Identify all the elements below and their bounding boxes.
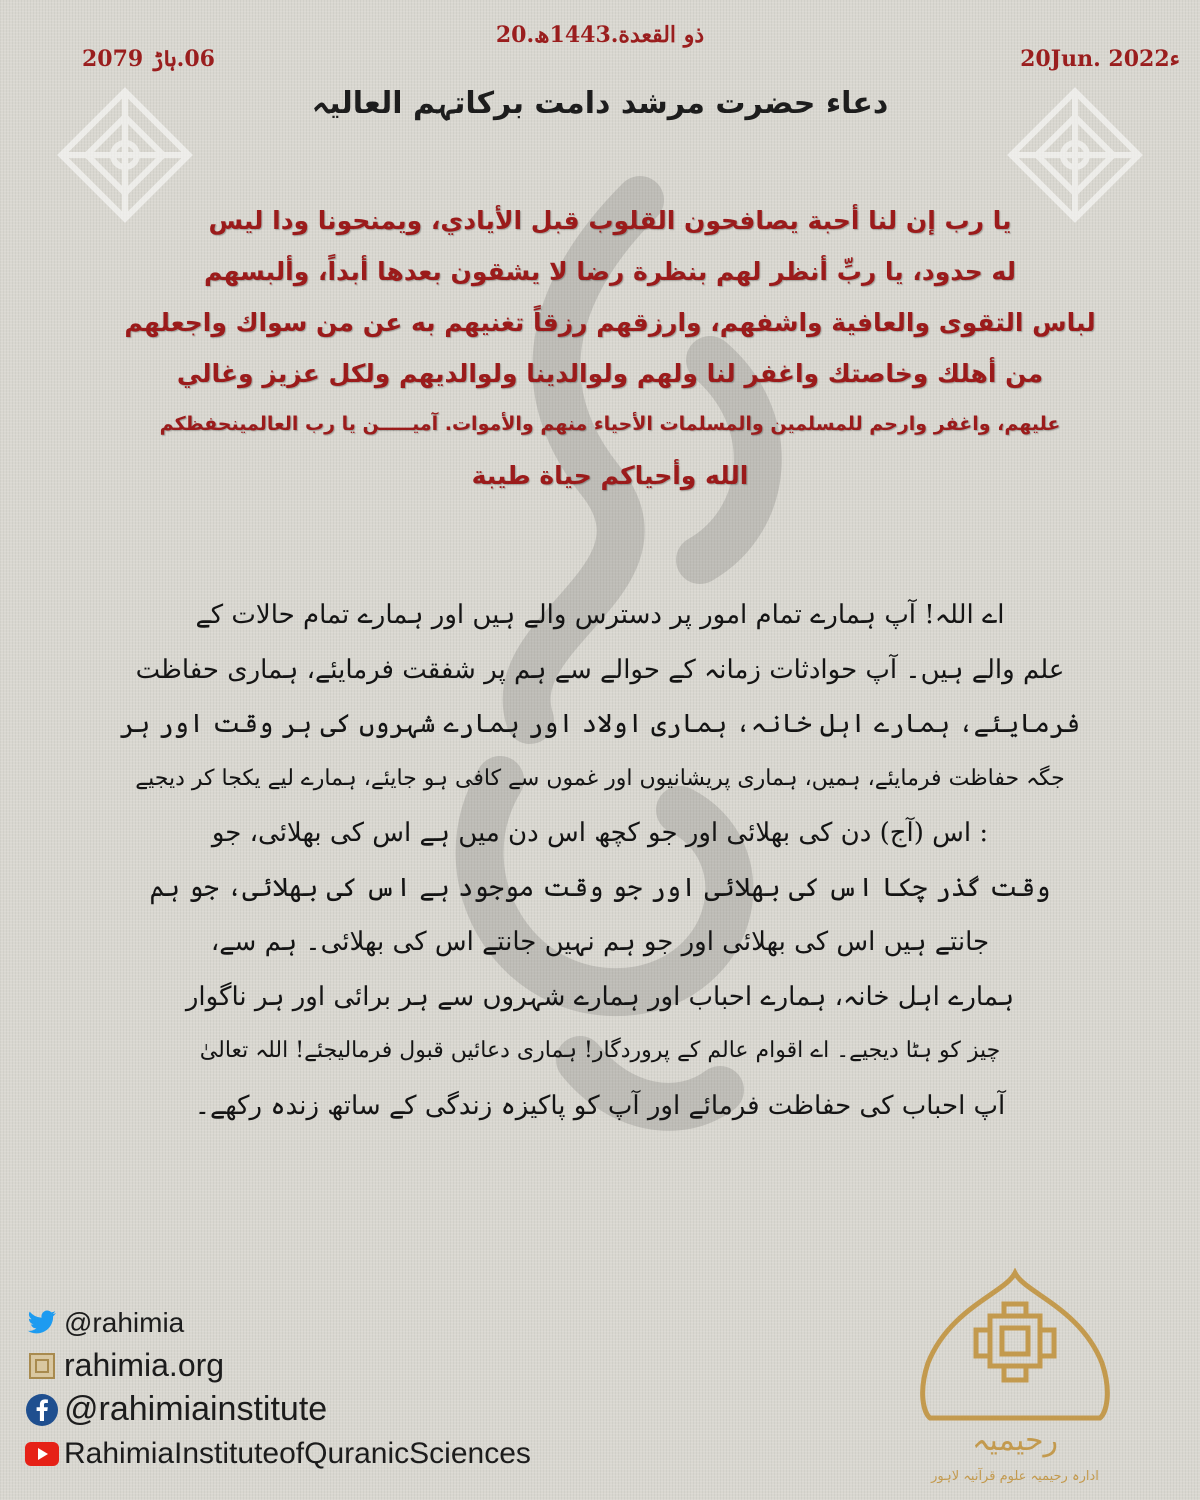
urdu-line: جگہ حفاظت فرمایئے، ہمیں، ہماری پریشانیوں اور غموں سے کافی ہو جایئے، ہمارے لیے یکجا کر دیجیے xyxy=(135,765,1065,791)
logo-name: رحیمیہ xyxy=(971,1423,1059,1458)
youtube-link[interactable] xyxy=(24,1437,531,1471)
desi-date: 06.ہاڑ 2079 xyxy=(82,46,215,72)
urdu-line: آپ احباب کی حفاظت فرمائے اور آپ کو پاکیزہ زندگی کے ساتھ زندہ رکھے۔ xyxy=(194,1090,1006,1121)
page-title: دعاء حضرت مرشد دامت برکاتہم العالیہ xyxy=(311,86,889,121)
arabic-line: عليهم، واغفر وارحم للمسلمين والمسلمات الأحياء منهم والأموات. آميـــــن يا رب العالمينحفظكم xyxy=(159,413,1061,435)
youtube-icon xyxy=(24,1437,60,1471)
logo-subtitle: ادارہ رحیمیہ علوم قرآنیہ لاہور xyxy=(931,1469,1099,1484)
arabic-line: لباس التقوى والعافية واشفهم، وارزقهم رزقاً تغنيهم به عن من سواك واجعلهم xyxy=(124,308,1096,337)
arabic-line: له حدود، يا ربِّ أنظر لهم بنظرة رضا لا يشقون بعدها أبداً، وألبسهم xyxy=(204,257,1016,286)
social-links xyxy=(24,1306,531,1479)
website-url: rahimia.org xyxy=(64,1347,225,1383)
arabic-line: الله وأحياكم حياة طيبة xyxy=(471,461,749,490)
urdu-line: وقت گذر چکا اس کی بھلائی اور جو وقت موجود ہے اس کی بھلائی، جو ہم xyxy=(149,872,1051,903)
urdu-line: جانتے ہیں اس کی بھلائی اور جو ہم نہیں جانتے اس کی بھلائی۔ ہم سے، xyxy=(210,927,990,957)
facebook-icon xyxy=(24,1393,60,1427)
arabic-line: يا رب إن لنا أحبة يصافحون القلوب قبل الأيادي، ويمنحونا ودا ليس xyxy=(208,206,1012,235)
urdu-line: فرمایئے، ہمارے اہل خانہ، ہماری اولاد اور ہمارے شہروں کی ہر وقت اور ہر xyxy=(119,709,1081,739)
urdu-line: چیز کو ہٹا دیجیے۔ اے اقوام عالم کے پروردگار! ہماری دعائیں قبول فرمالیجئے! اللہ تعالیٰ xyxy=(199,1038,1001,1063)
urdu-line: علم والے ہیں۔ آپ حوادثات زمانہ کے حوالے سے ہم پر شفقت فرمایئے، ہماری حفاظت xyxy=(135,654,1065,685)
gregorian-date: 20Jun. 2022ء xyxy=(1020,46,1180,72)
arabic-line: من أهلك وخاصتك واغفر لنا ولهم ولوالدينا ولوالديهم ولكل عزيز وغالي xyxy=(176,359,1044,388)
twitter-link[interactable] xyxy=(24,1306,531,1340)
arabic-dua xyxy=(110,195,1110,501)
rahimia-logo xyxy=(910,1268,1120,1493)
hijri-date: 20.ذو القعدة.1443ھ xyxy=(495,22,705,48)
facebook-link[interactable] xyxy=(24,1391,531,1428)
urdu-line: : اس (آج) دن کی بھلائی اور جو کچھ اس دن میں ہے اس کی بھلائی، جو xyxy=(211,818,989,848)
twitter-bird-icon xyxy=(24,1306,60,1340)
urdu-translation xyxy=(90,588,1110,1133)
website-icon xyxy=(24,1349,60,1383)
urdu-line: ہمارے اہل خانہ، ہمارے احباب اور ہمارے شہروں سے ہر برائی اور ہر ناگوار xyxy=(185,981,1015,1012)
youtube-channel: RahimiaInstituteofQuranicSciences xyxy=(64,1437,531,1471)
twitter-handle: @rahimia xyxy=(64,1306,185,1338)
urdu-line: اے اللہ! آپ ہمارے تمام امور پر دسترس والے ہیں اور ہمارے تمام حالات کے xyxy=(195,600,1005,630)
website-link[interactable] xyxy=(24,1348,531,1383)
facebook-handle: @rahimiainstitute xyxy=(64,1390,328,1429)
